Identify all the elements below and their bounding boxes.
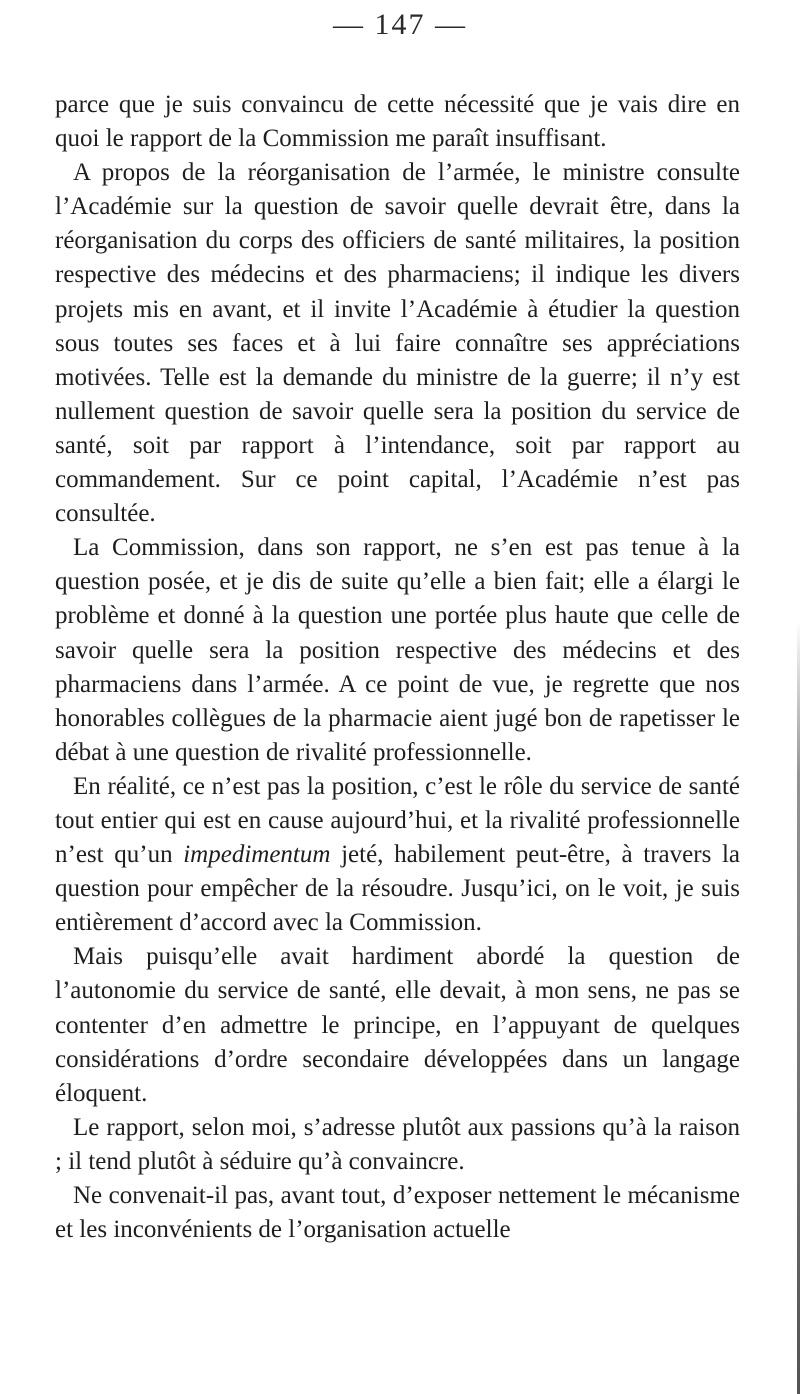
italic-term: impedimentum [183,841,331,869]
paragraph-reality-start: En réalité, ce n’est pas la position, c’est le rôle du service de santé tout entier qui est en cause aujourd’hui, et la rivalité professionnelle n’est qu’un [55,772,740,869]
body-text [55,88,740,1247]
paragraph-reality-end: jeté, habilement peut-être, à travers la question pour empêcher de la résoudre. Jusqu’ici, on le voit, je suis entièrement d’accord avec la Commission. [55,841,740,937]
paragraph-commission-report: La Commission, dans son rapport, ne s’en est pas tenue à la question posée, et je dis de suite qu’elle a bien fait; elle a élargi le problème et donné à la question une portée plus haute que celle de savoir quelle sera la position respective des médecins et des pharmaciens dans l’armée. A ce point de vue, je regrette que nos honorables collègues de la pharmacie aient jugé bon de rapetisser le débat à une question de rivalité professionnelle. [55,534,740,766]
paragraph-continuation: parce que je suis convaincu de cette nécessité que je vais dire en quoi le rapport de la Commission me paraît insuffisant. [55,91,740,153]
paragraph-organisation: Ne convenait-il pas, avant tout, d’exposer nettement le mécanisme et les inconvénients de l’organisation actuelle [55,1182,740,1244]
page-number: — 147 — [333,8,467,41]
paragraph-report-passions: Le rapport, selon moi, s’adresse plutôt aux passions qu’à la raison ; il tend plutôt à séduire qu’à convaincre. [55,1113,740,1175]
paragraph-ministry-question: A propos de la réorganisation de l’armée, le ministre consulte l’Académie sur la question de savoir quelle devrait être, dans la réorganisation du corps des officiers de santé militaires, la position respective des médecins et des pharmaciens; il indique les divers projets mis en avant, et il invite l’Académie à étudier la question sous toutes ses faces et à lui faire connaître ses appréciations motivées. Telle est la demande du ministre de la guerre; il n’y est nullement question de savoir quelle sera la position du service de santé, soit par rapport à l’intendance, soit par rapport au commandement. Sur ce point capital, l’Académie n’est pas consultée. [55,159,740,528]
paragraph-autonomy: Mais puisqu’elle avait hardiment abordé la question de l’autonomie du service de santé, elle devait, à mon sens, ne pas se contenter d’en admettre le principe, en l’appuyant de quelques considérations d’ordre secondaire développées dans un langage éloquent. [55,943,740,1107]
paragraph-reality [55,770,740,940]
